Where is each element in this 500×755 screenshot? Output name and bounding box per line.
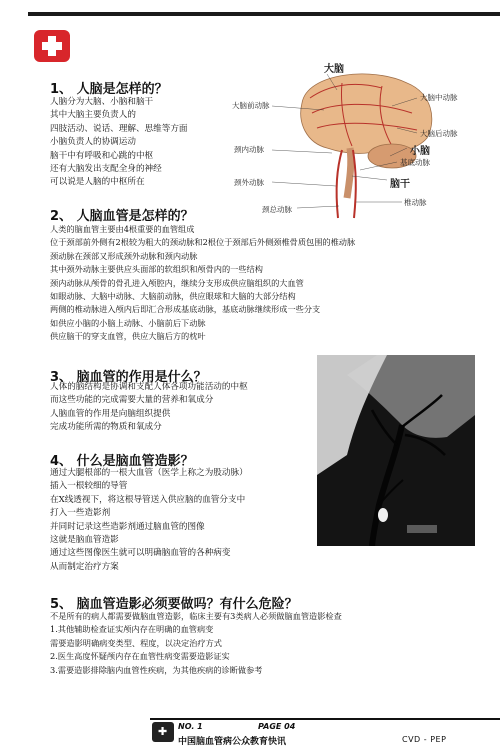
text-line: 1.其他辅助检查证实颅内存在明确的血管病变 xyxy=(50,624,214,635)
text-line: 其中颈外动脉主要供应头面部的软组织和颅骨内的一些结构 xyxy=(50,264,263,275)
text-line: 在X线透视下，将这根导管送入供应脑的血管分支中 xyxy=(50,494,246,505)
text-line: 还有大脑发出支配全身的神经 xyxy=(50,163,162,174)
label-aca: 大脑前动脉 xyxy=(232,101,270,110)
label-vertebral: 椎动脉 xyxy=(404,198,427,207)
section-1-heading: 1、 人脑是怎样的？ xyxy=(50,82,168,97)
text-line: 人体的脑结构是协调和支配人体各项功能活动的中枢 xyxy=(50,382,248,392)
text-line: 供应脑干的穿支血管，供应大脑后方的枕叶 xyxy=(50,331,206,342)
red-cross-logo-icon xyxy=(34,30,70,62)
footer-issue: NO. 1 xyxy=(178,722,203,731)
section-2-body xyxy=(50,223,355,344)
angiogram-image xyxy=(317,355,475,546)
section-1-body xyxy=(50,96,188,190)
text-line: 通过这些图像医生就可以明确脑血管的各种病变 xyxy=(50,548,231,559)
angiogram-drawing xyxy=(317,355,475,546)
section-3-heading: 3、 脑血管的作用是什么？ xyxy=(50,370,207,385)
label-cca: 颈总动脉 xyxy=(262,205,292,214)
text-line: 人脑分为大脑、小脑和脑干 xyxy=(50,97,154,107)
text-line: 而这些功能的完成需要大量的营养和氧成分 xyxy=(50,395,214,406)
label-eca: 颈外动脉 xyxy=(234,178,264,187)
text-line: 两侧的椎动脉进入颅内后即汇合形成基底动脉，基底动脉继续形成一些分支 xyxy=(50,304,321,315)
text-line: 2.医生高度怀疑颅内存在血管性病变需要造影证实 xyxy=(50,651,230,662)
text-line: 不是所有的病人都需要做脑血管造影，临床主要有3类病人必须做脑血管造影检查 xyxy=(50,611,342,621)
section-4-body xyxy=(50,467,248,574)
section-2-heading: 2、 人脑血管是怎样的？ xyxy=(50,209,194,224)
section-5-body xyxy=(50,610,342,677)
text-line: 3.需要造影排除脑内血管性疾病，为其他疾病的诊断做参考 xyxy=(50,664,263,675)
label-pca: 大脑后动脉 xyxy=(420,129,458,138)
text-line: 并同时记录这些造影剂通过脑血管的图像 xyxy=(50,521,205,532)
footer-page: PAGE 04 xyxy=(258,722,296,731)
label-cerebrum: 大脑 xyxy=(324,64,344,75)
text-line: 人类的脑血管主要由4根重要的血管组成 xyxy=(50,224,195,234)
footer-code: CVD - PEP xyxy=(402,735,447,744)
footer-title: 中国脑血管病公众教育快讯 xyxy=(178,737,287,747)
label-cerebellum: 小脑 xyxy=(410,146,430,157)
text-line: 这就是脑血管造影 xyxy=(50,534,119,545)
text-line: 人脑血管的作用是向脑组织提供 xyxy=(50,408,171,419)
text-line: 如眼动脉、大脑中动脉、大脑前动脉，供应眼球和大脑的大部分结构 xyxy=(50,290,296,301)
text-line: 插入一根较细的导管 xyxy=(50,481,128,492)
text-line: 四肢活动、说话、理解、思维等方面 xyxy=(50,123,188,134)
text-line: 可以说是人脑的中枢所在 xyxy=(50,177,145,188)
text-line: 其中大脑主要负责人的 xyxy=(50,110,136,121)
section-3-body xyxy=(50,381,248,435)
label-brainstem: 脑干 xyxy=(390,179,410,190)
text-line: 打入一些造影剂 xyxy=(50,508,111,519)
text-line: 位于颈部前外侧有2根较为粗大的颈动脉和2根位于颈部后外侧颈椎骨质包围的椎动脉 xyxy=(50,237,356,248)
text-line: 颈动脉在颈部又形成颈外动脉和颈内动脉 xyxy=(50,250,198,261)
text-line: 小脑负责人的协调运动 xyxy=(50,137,136,148)
text-line: 需要造影明确病变类型、程度，以决定治疗方式 xyxy=(50,637,222,648)
text-line: 如供应小脑的小脑上动脉、小脑前后下动脉 xyxy=(50,317,206,328)
text-line: 脑干中有呼吸和心跳的中枢 xyxy=(50,150,154,161)
text-line: 颈内动脉从颅骨的骨孔进入颅腔内，继续分支形成供应脑组织的大血管 xyxy=(50,277,304,288)
section-5-heading: 5、 脑血管造影必须要做吗？有什么危险？ xyxy=(50,597,298,612)
text-line: 完成功能所需的物质和氧成分 xyxy=(50,422,162,433)
footer-logo-icon: ✚ xyxy=(152,722,174,742)
label-ica: 颈内动脉 xyxy=(234,145,264,154)
section-4-heading: 4、 什么是脑血管造影？ xyxy=(50,454,194,469)
text-line: 从而制定治疗方案 xyxy=(50,561,119,572)
label-basilar: 基底动脉 xyxy=(400,158,430,167)
brain-artery-illustration xyxy=(232,58,488,223)
text-line: 通过大腿根部的一根大血管（医学上称之为股动脉） xyxy=(50,468,248,478)
top-rule xyxy=(28,12,500,16)
brain-drawing xyxy=(232,58,488,223)
footer-rule xyxy=(150,718,500,720)
label-mca: 大脑中动脉 xyxy=(420,93,458,102)
